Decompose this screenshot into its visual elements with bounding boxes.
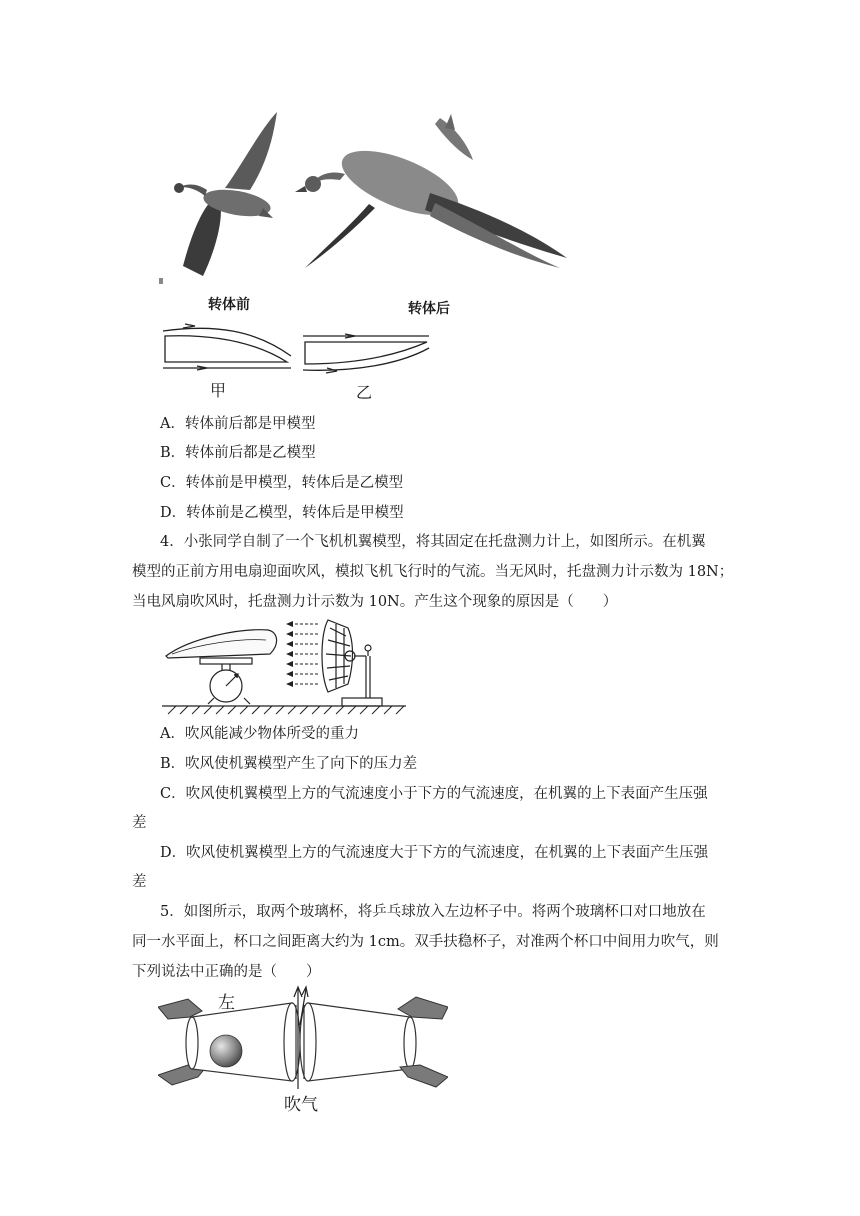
- glasses-figure: [158, 985, 448, 1091]
- q4-option-a: A．吹风能减少物体所受的重力: [160, 726, 359, 742]
- wing-models-figure: [155, 320, 440, 382]
- q5-stem-line: 同一水平面上，杯口之间距离大约为 1cm。双手扶稳杯子，对准两个杯口中间用力吹气，则: [132, 934, 719, 950]
- goose-after-image: [295, 114, 567, 268]
- left-glass: [186, 1003, 300, 1081]
- q5-stem: [132, 897, 728, 987]
- q4-option-c: C．吹风使机翼模型上方的气流速度小于下方的气流速度，在机翼的上下表面产生压强: [160, 786, 708, 802]
- electric-fan: [322, 620, 382, 706]
- wing-model-a-label: 甲: [210, 381, 227, 400]
- blow-label: 吹气: [284, 1095, 318, 1115]
- right-glass: [300, 1003, 416, 1081]
- after-turn-caption: 转体后: [408, 301, 450, 317]
- q3-option-c: C．转体前是甲模型，转体后是乙模型: [160, 475, 404, 491]
- q4-stem: [132, 527, 734, 617]
- ground-hatching: [168, 706, 404, 714]
- q4-stem-line: 当电风扇吹风时，托盘测力计示数为 10N。产生这个现象的原因是（ ）: [132, 594, 618, 610]
- q5-stem-line: 下列说法中正确的是（ ）: [132, 964, 321, 980]
- q4-option-d-continued: 差: [132, 874, 147, 890]
- q4-option-b: B．吹风使机翼模型产生了向下的压力差: [160, 756, 418, 772]
- right-hand: [398, 997, 448, 1019]
- q5-stem-line: 5．如图所示，取两个玻璃杯，将乒乓球放入左边杯子中。将两个玻璃杯口对口地放在: [160, 904, 706, 920]
- q4-option-d: D．吹风使机翼模型上方的气流速度大于下方的气流速度，在机翼的上下表面产生压强: [160, 845, 709, 861]
- before-turn-caption: 转体前: [208, 297, 250, 313]
- scale-tray: [200, 658, 252, 664]
- q3-option-a: A．转体前后都是甲模型: [160, 416, 316, 432]
- geese-figure: [155, 108, 575, 288]
- wing-model: [166, 630, 277, 658]
- goose-before-image: [174, 112, 277, 276]
- q4-stem-line: 模型的正前方用电扇迎面吹风，模拟飞机飞行时的气流。当无风时，托盘测力计示数为 18N；: [132, 564, 734, 580]
- wing-scale-fan-figure: [160, 614, 410, 718]
- left-glass-label: 左: [218, 993, 235, 1013]
- wing-model-b: [303, 334, 429, 373]
- q4-option-c-continued: 差: [132, 815, 147, 831]
- q3-option-b: B．转体前后都是乙模型: [160, 445, 316, 461]
- wing-model-b-label: 乙: [356, 383, 373, 402]
- wing-model-a: [163, 324, 291, 370]
- q4-stem-line: 4．小张同学自制了一个飞机机翼模型，将其固定在托盘测力计上，如图所示。在机翼: [160, 534, 706, 550]
- ping-pong-ball: [210, 1035, 242, 1067]
- q3-option-d: D．转体前是乙模型，转体后是甲模型: [160, 505, 404, 521]
- airflow-arrows: [290, 624, 320, 684]
